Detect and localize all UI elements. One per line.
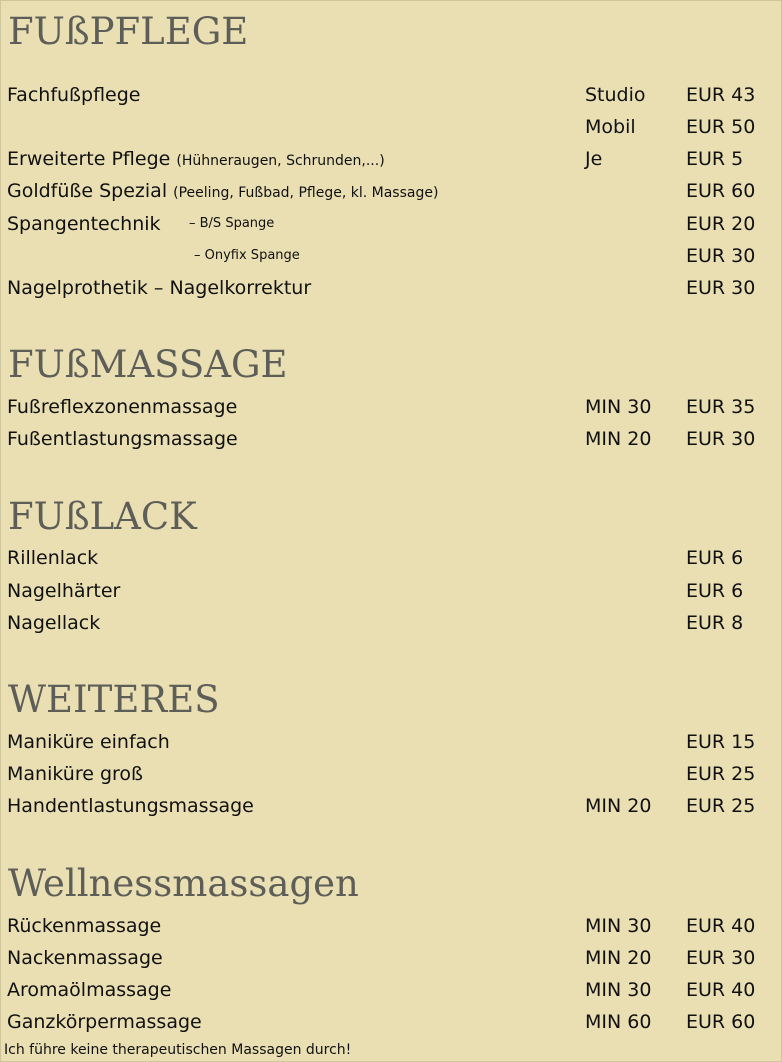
item-detail: MIN 20 — [585, 947, 652, 969]
list-item — [1, 758, 782, 790]
item-name: Spangentechnik — [7, 213, 161, 235]
item-price: EUR 30 — [686, 428, 756, 450]
item-price: EUR 50 — [686, 116, 756, 138]
item-price: EUR 15 — [686, 731, 756, 753]
list-item — [1, 790, 782, 822]
item-name: Erweiterte Pflege — [7, 148, 171, 170]
item-price: EUR 35 — [686, 396, 756, 418]
item-name: Rillenlack — [7, 547, 99, 569]
item-name: Maniküre einfach — [7, 731, 170, 753]
section-title-weiteres: WEITERES — [8, 678, 220, 721]
list-item — [1, 423, 782, 455]
section-title-fusslack: FUßLACK — [8, 495, 197, 538]
item-price: EUR 60 — [686, 1011, 756, 1033]
item-name-wrap — [7, 143, 385, 177]
list-item — [1, 726, 782, 758]
item-price: EUR 43 — [686, 84, 756, 106]
footer-note: Ich führe keine therapeutischen Massagen durch! — [4, 1042, 352, 1058]
item-price: EUR 60 — [686, 180, 756, 202]
item-name: Aromaölmassage — [7, 979, 172, 1001]
list-item — [1, 391, 782, 423]
item-name: Fußreflexzonenmassage — [7, 396, 238, 418]
list-item — [1, 575, 782, 607]
list-item — [1, 175, 782, 207]
item-price: EUR 25 — [686, 763, 756, 785]
item-name: Maniküre groß — [7, 763, 143, 785]
list-item — [1, 208, 782, 240]
list-item — [1, 272, 782, 304]
item-name: Fachfußpflege — [7, 84, 141, 106]
list-item — [1, 974, 782, 1006]
item-detail: Mobil — [585, 116, 636, 138]
item-price: EUR 5 — [686, 148, 744, 170]
item-price: EUR 30 — [686, 277, 756, 299]
item-name: Goldfüße Spezial — [7, 180, 168, 202]
item-subvariant: – B/S Spange — [189, 216, 275, 231]
section-title-wellnessmassagen: Wellnessmassagen — [8, 862, 359, 905]
item-price: EUR 40 — [686, 979, 756, 1001]
list-item — [1, 111, 782, 143]
list-item — [1, 240, 782, 272]
item-price: EUR 30 — [686, 245, 756, 267]
item-price: EUR 6 — [686, 547, 744, 569]
item-name: Fußentlastungsmassage — [7, 428, 238, 450]
list-item — [1, 79, 782, 111]
item-subvariant: – Onyfix Spange — [194, 248, 300, 263]
item-detail: MIN 30 — [585, 396, 652, 418]
item-name: Nagellack — [7, 612, 101, 634]
item-name: Ganzkörpermassage — [7, 1011, 202, 1033]
item-detail: Studio — [585, 84, 646, 106]
item-detail: MIN 30 — [585, 915, 652, 937]
item-note: (Hühneraugen, Schrunden,...) — [176, 153, 385, 169]
item-price: EUR 40 — [686, 915, 756, 937]
item-price: EUR 30 — [686, 947, 756, 969]
item-detail: Je — [585, 148, 603, 170]
item-detail: MIN 20 — [585, 795, 652, 817]
list-item — [1, 607, 782, 639]
section-title-fusspflege: FUßPFLEGE — [8, 10, 249, 53]
item-price: EUR 20 — [686, 213, 756, 235]
list-item — [1, 910, 782, 942]
item-detail: MIN 60 — [585, 1011, 652, 1033]
list-item — [1, 143, 782, 175]
item-name-wrap — [7, 175, 438, 209]
section-title-fussmassage: FUßMASSAGE — [8, 343, 288, 386]
item-name: Nackenmassage — [7, 947, 163, 969]
item-price: EUR 8 — [686, 612, 744, 634]
item-name: Nagelprothetik – Nagelkorrektur — [7, 277, 312, 299]
item-detail: MIN 30 — [585, 979, 652, 1001]
item-note: (Peeling, Fußbad, Pflege, kl. Massage) — [173, 185, 439, 201]
item-detail: MIN 20 — [585, 428, 652, 450]
list-item — [1, 1006, 782, 1038]
item-name: Nagelhärter — [7, 580, 121, 602]
item-name: Rückenmassage — [7, 915, 162, 937]
list-item — [1, 542, 782, 574]
item-name: Handentlastungsmassage — [7, 795, 254, 817]
item-price: EUR 6 — [686, 580, 744, 602]
list-item — [1, 942, 782, 974]
item-price: EUR 25 — [686, 795, 756, 817]
